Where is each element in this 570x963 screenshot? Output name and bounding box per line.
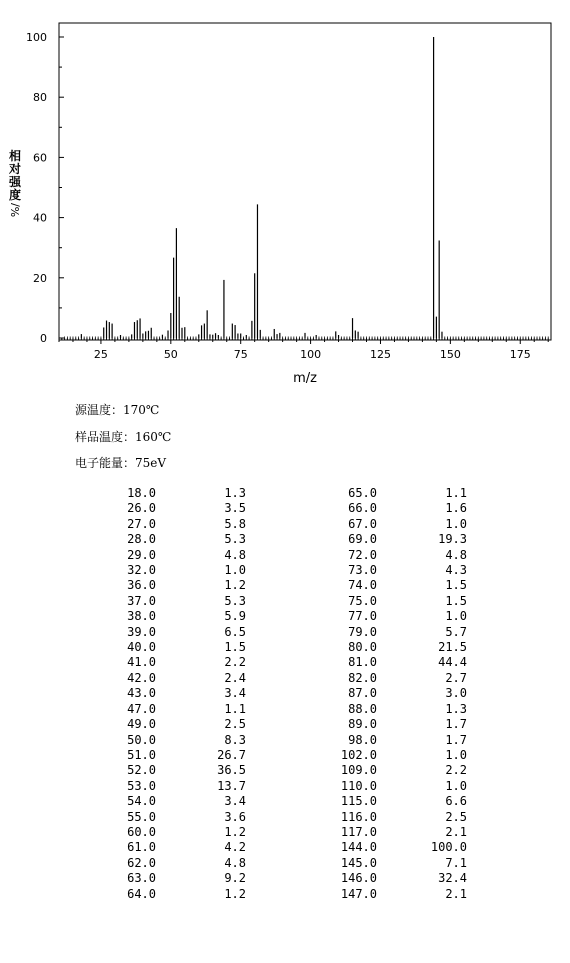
table-row (90, 763, 467, 778)
y-axis-label-char: 度 (8, 188, 21, 202)
table-row (90, 702, 467, 717)
table-row (90, 794, 467, 809)
y-axis-label-text (8, 150, 22, 202)
y-axis-label-char: 对 (8, 162, 21, 176)
intensity-cell: 1.1 (224, 701, 246, 716)
mz-cell: 144.0 (340, 840, 377, 855)
y-axis-unit: %/ (8, 203, 22, 218)
intensity-cell: 4.8 (445, 547, 467, 562)
intensity-cell: 1.3 (224, 486, 246, 500)
mz-cell: 80.0 (348, 640, 377, 655)
mz-cell: 43.0 (127, 686, 156, 701)
intensity-cell: 3.6 (224, 809, 246, 824)
electron-energy: 电子能量：75eV (75, 456, 167, 470)
table-row (90, 532, 467, 547)
table-row (90, 856, 467, 871)
intensity-cell: 5.7 (445, 624, 467, 639)
table-row (90, 501, 467, 516)
table-row (90, 825, 467, 840)
intensity-cell: 3.5 (224, 501, 246, 516)
y-tick-label: 60 (33, 151, 47, 165)
intensity-cell: 1.0 (445, 778, 467, 793)
mz-cell: 64.0 (127, 886, 156, 901)
x-tick-label: 100 (300, 348, 322, 361)
mz-cell: 50.0 (127, 732, 156, 747)
mz-cell: 32.0 (127, 563, 156, 578)
intensity-cell: 26.7 (217, 747, 246, 762)
mz-cell: 55.0 (127, 809, 156, 824)
intensity-cell: 13.7 (217, 778, 246, 793)
mz-cell: 39.0 (127, 624, 156, 639)
table-row (90, 486, 467, 501)
x-axis-ticks (59, 338, 551, 361)
plot-frame (59, 23, 551, 340)
intensity-cell: 1.0 (224, 563, 246, 578)
mz-cell: 38.0 (127, 609, 156, 624)
mz-cell: 51.0 (127, 747, 156, 762)
intensity-cell: 2.2 (445, 763, 467, 778)
mz-cell: 87.0 (348, 686, 377, 701)
mz-cell: 69.0 (348, 532, 377, 547)
intensity-cell: 2.4 (224, 670, 246, 685)
source-temperature: 源温度：170℃ (75, 403, 160, 417)
intensity-cell: 1.0 (445, 516, 467, 531)
table-row (90, 686, 467, 701)
y-tick-label: 80 (33, 91, 47, 105)
mz-cell: 54.0 (127, 794, 156, 809)
y-axis-label (8, 150, 22, 217)
table-row (90, 717, 467, 732)
mz-cell: 88.0 (348, 701, 377, 716)
mz-cell: 89.0 (348, 717, 377, 732)
table-row (90, 871, 467, 886)
intensity-cell: 4.8 (224, 547, 246, 562)
table-row (90, 810, 467, 825)
intensity-cell: 9.2 (224, 871, 246, 886)
intensity-cell: 2.2 (224, 655, 246, 670)
y-tick-label: 40 (33, 211, 47, 225)
mz-cell: 62.0 (127, 855, 156, 870)
mz-cell: 60.0 (127, 824, 156, 839)
mz-cell: 82.0 (348, 670, 377, 685)
mz-cell: 28.0 (127, 532, 156, 547)
mz-cell: 67.0 (348, 516, 377, 531)
intensity-cell: 44.4 (438, 655, 467, 670)
mz-cell: 72.0 (348, 547, 377, 562)
mz-cell: 115.0 (340, 794, 377, 809)
intensity-cell: 1.7 (445, 732, 467, 747)
table-row (90, 887, 467, 902)
intensity-cell: 2.5 (445, 809, 467, 824)
intensity-cell: 1.7 (445, 717, 467, 732)
table-row (90, 517, 467, 532)
intensity-cell: 4.8 (224, 855, 246, 870)
intensity-cell: 2.7 (445, 670, 467, 685)
intensity-cell: 2.5 (224, 717, 246, 732)
mz-cell: 53.0 (127, 778, 156, 793)
mz-cell: 26.0 (127, 501, 156, 516)
intensity-cell: 1.3 (445, 701, 467, 716)
table-row (90, 625, 467, 640)
intensity-cell: 1.5 (224, 640, 246, 655)
mz-cell: 81.0 (348, 655, 377, 670)
table-row (90, 748, 467, 763)
intensity-cell: 1.2 (224, 886, 246, 901)
mz-cell: 37.0 (127, 593, 156, 608)
intensity-cell: 1.5 (445, 578, 467, 593)
intensity-cell: 4.2 (224, 840, 246, 855)
y-tick-label: 20 (33, 271, 47, 285)
x-tick-label: 150 (439, 348, 461, 361)
intensity-cell: 36.5 (217, 763, 246, 778)
intensity-cell: 1.6 (445, 501, 467, 516)
mz-cell: 41.0 (127, 655, 156, 670)
table-row (90, 594, 467, 609)
y-tick-label: 100 (26, 31, 47, 44)
mz-cell: 102.0 (340, 747, 377, 762)
mz-cell: 18.0 (127, 486, 156, 500)
intensity-cell: 100.0 (430, 840, 467, 855)
intensity-cell: 1.0 (445, 747, 467, 762)
mz-cell: 110.0 (340, 778, 377, 793)
intensity-cell: 3.4 (224, 794, 246, 809)
intensity-cell: 1.0 (445, 609, 467, 624)
intensity-cell: 6.5 (224, 624, 246, 639)
intensity-cell: 5.3 (224, 532, 246, 547)
intensity-cell: 5.8 (224, 516, 246, 531)
mz-cell: 109.0 (340, 763, 377, 778)
mz-cell: 73.0 (348, 563, 377, 578)
y-axis-label-char: 相 (8, 149, 21, 163)
table-row (90, 563, 467, 578)
y-axis-ticks (26, 31, 64, 345)
mz-cell: 61.0 (127, 840, 156, 855)
y-tick-label: 0 (40, 332, 47, 345)
intensity-cell: 21.5 (438, 640, 467, 655)
intensity-cell: 32.4 (438, 871, 467, 886)
intensity-cell: 3.4 (224, 686, 246, 701)
intensity-cell: 1.2 (224, 578, 246, 593)
table-row (90, 779, 467, 794)
y-axis-label-char: 强 (8, 175, 21, 189)
intensity-cell: 5.9 (224, 609, 246, 624)
mz-cell: 40.0 (127, 640, 156, 655)
table-row (90, 655, 467, 670)
peak-table (90, 486, 467, 902)
table-row (90, 733, 467, 748)
mz-cell: 29.0 (127, 547, 156, 562)
intensity-cell: 4.3 (445, 563, 467, 578)
intensity-cell: 7.1 (445, 855, 467, 870)
intensity-cell: 6.6 (445, 794, 467, 809)
table-row (90, 609, 467, 624)
mz-cell: 116.0 (340, 809, 377, 824)
mz-cell: 27.0 (127, 516, 156, 531)
table-row (90, 840, 467, 855)
intensity-cell: 5.3 (224, 593, 246, 608)
mz-cell: 117.0 (340, 824, 377, 839)
mz-cell: 98.0 (348, 732, 377, 747)
mz-cell: 74.0 (348, 578, 377, 593)
intensity-cell: 8.3 (224, 732, 246, 747)
x-tick-label: 175 (509, 348, 531, 361)
table-row (90, 671, 467, 686)
intensity-cell: 2.1 (445, 824, 467, 839)
mz-cell: 52.0 (127, 763, 156, 778)
table-row (90, 640, 467, 655)
x-tick-label: 125 (369, 348, 391, 361)
intensity-cell: 19.3 (438, 532, 467, 547)
intensity-cell: 2.1 (445, 886, 467, 901)
intensity-cell: 1.2 (224, 824, 246, 839)
sample-temperature: 样品温度：160℃ (75, 430, 172, 444)
mz-cell: 147.0 (340, 886, 377, 901)
table-row (90, 548, 467, 563)
mz-cell: 65.0 (348, 486, 377, 500)
mz-cell: 47.0 (127, 701, 156, 716)
intensity-cell: 3.0 (445, 686, 467, 701)
intensity-cell: 1.1 (445, 486, 467, 500)
mz-cell: 63.0 (127, 871, 156, 886)
mz-cell: 77.0 (348, 609, 377, 624)
x-tick-label: 75 (233, 348, 248, 361)
mz-cell: 145.0 (340, 855, 377, 870)
mz-cell: 36.0 (127, 578, 156, 593)
mz-cell: 66.0 (348, 501, 377, 516)
peak-bars (81, 37, 442, 338)
intensity-cell: 1.5 (445, 593, 467, 608)
x-tick-label: 25 (93, 348, 108, 361)
x-axis-label: m/z (293, 371, 317, 386)
x-tick-label: 50 (163, 348, 178, 361)
mz-cell: 79.0 (348, 624, 377, 639)
mz-cell: 146.0 (340, 871, 377, 886)
mass-spectrum-chart (0, 0, 570, 400)
mz-cell: 42.0 (127, 670, 156, 685)
table-row (90, 578, 467, 593)
mz-cell: 49.0 (127, 717, 156, 732)
mz-cell: 75.0 (348, 593, 377, 608)
